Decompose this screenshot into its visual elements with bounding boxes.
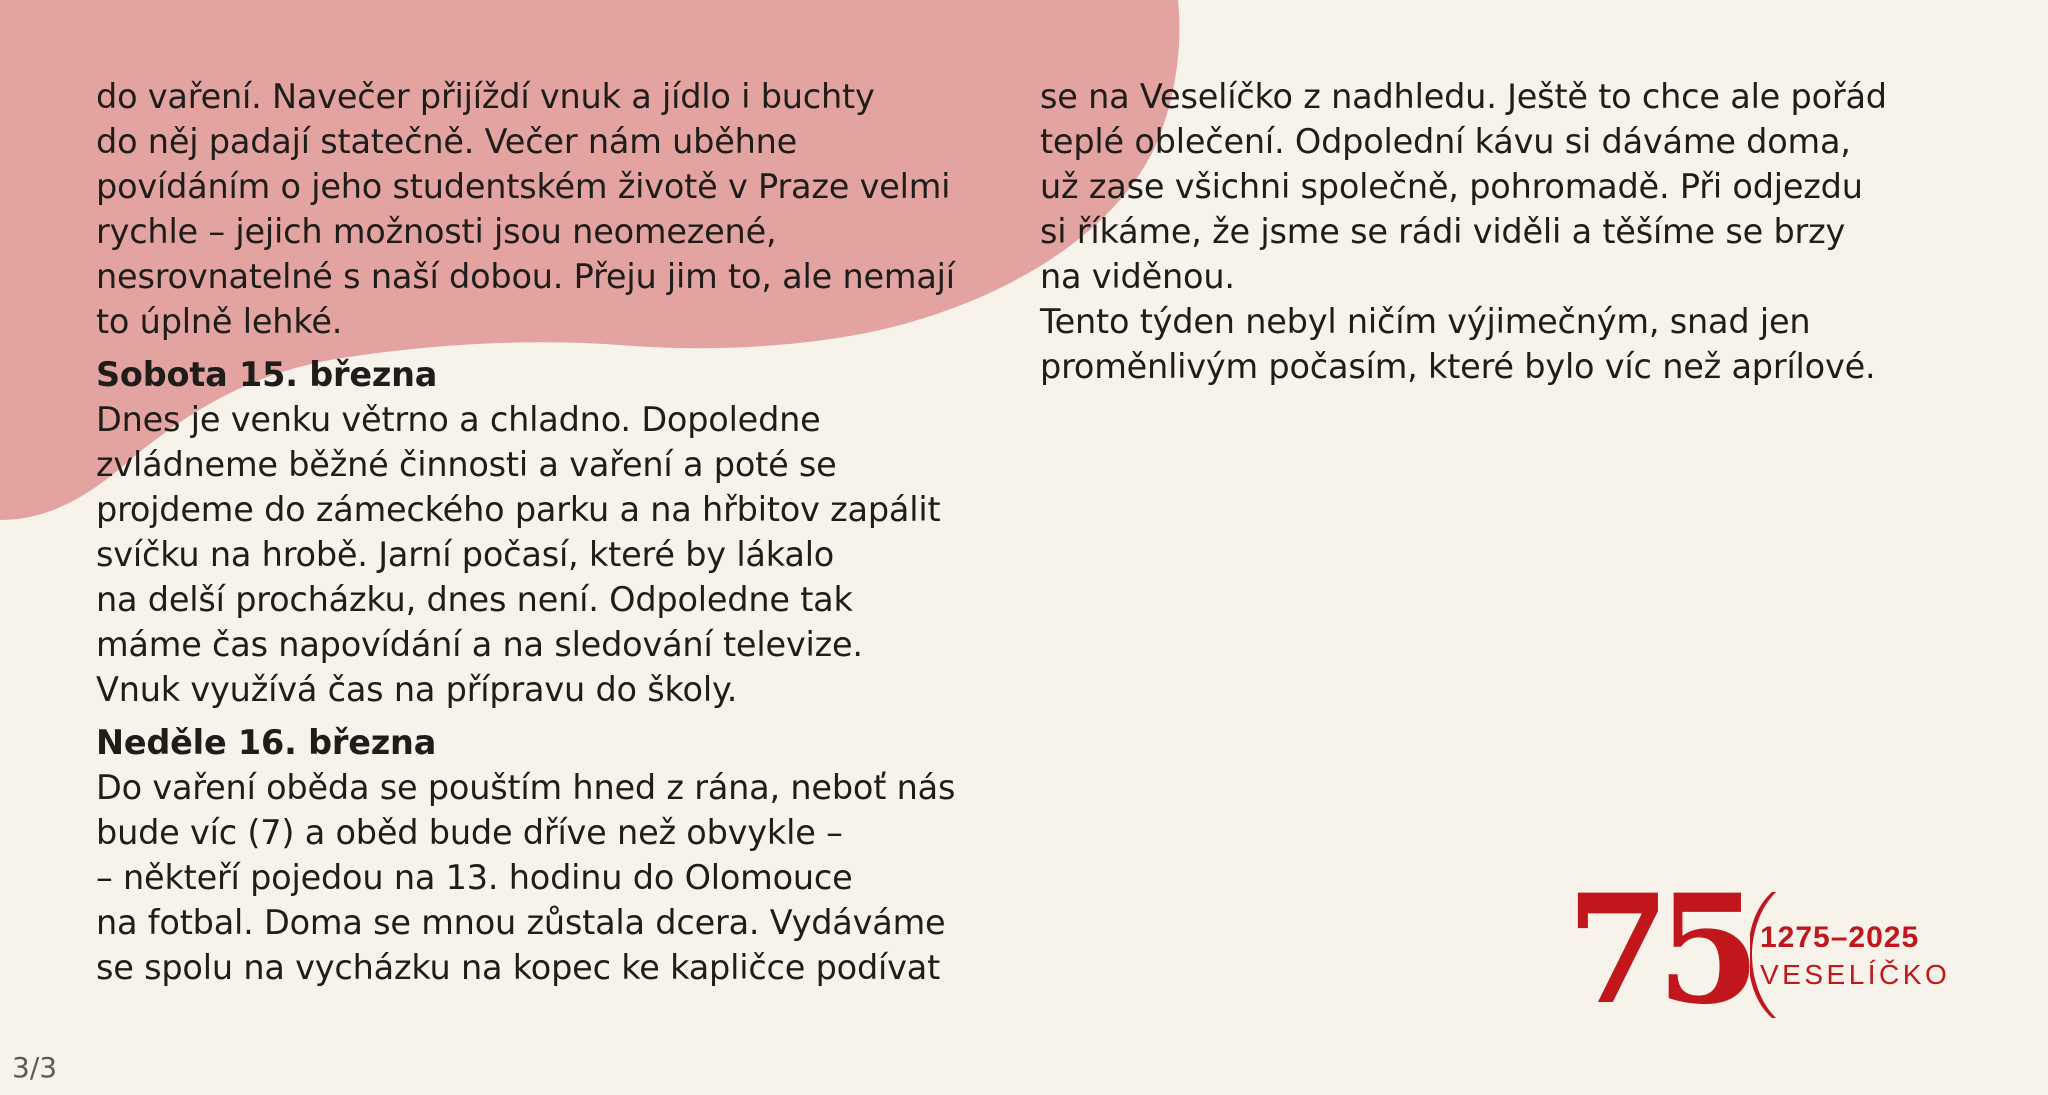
continuation-paragraph — [1040, 74, 2000, 299]
text-line: – někteří pojedou na 13. hodinu do Olomouce — [96, 858, 853, 897]
text-line: na delší procházku, dnes není. Odpoledne tak — [96, 580, 853, 619]
text-line: už zase všichni společně, pohromadě. Při odjezdu — [1040, 167, 1863, 206]
text-line: projdeme do zámeckého parku a na hřbitov zapálit — [96, 490, 941, 529]
text-line: Dnes je venku větrno a chladno. Dopoledne — [96, 400, 821, 439]
text-line: proměnlivým počasím, které bylo víc než aprílové. — [1040, 347, 1876, 386]
text-line: bude víc (7) a oběd bude dříve než obvykle – — [96, 813, 843, 852]
text-line: máme čas napovídání a na sledování televize. — [96, 625, 863, 664]
text-line: si říkáme, že jsme se rádi viděli a těšíme se brzy — [1040, 212, 1846, 251]
closing-paragraph — [1040, 299, 2000, 389]
text-line: do něj padají statečně. Večer nám uběhne — [96, 122, 798, 161]
left-column — [96, 74, 1016, 990]
text-line: do vaření. Navečer přijíždí vnuk a jídlo i buchty — [96, 77, 875, 116]
text-line: Tento týden nebyl ničím výjimečným, snad jen — [1040, 302, 1811, 341]
logo-years: 1275–2025 — [1760, 921, 1920, 954]
sunday-heading: Neděle 16. března — [96, 723, 437, 762]
anniversary-logo — [1566, 862, 1976, 1038]
logo-number: 75 — [1566, 862, 1747, 1038]
right-column — [1040, 74, 2000, 389]
text-line: nesrovnatelné s naší dobou. Přeju jim to, ale nemají — [96, 257, 955, 296]
page-number: 3/3 — [12, 1051, 58, 1084]
intro-paragraph — [96, 74, 1016, 344]
text-line: povídáním o jeho studentském životě v Praze velmi — [96, 167, 951, 206]
saturday-paragraph — [96, 397, 1016, 712]
text-line: na fotbal. Doma se mnou zůstala dcera. Vydáváme — [96, 903, 946, 942]
saturday-heading: Sobota 15. března — [96, 355, 438, 394]
text-line: teplé oblečení. Odpolední kávu si dáváme doma, — [1040, 122, 1851, 161]
logo-name: VESELÍČKO — [1760, 959, 1951, 990]
text-line: zvládneme běžné činnosti a vaření a poté se — [96, 445, 837, 484]
text-line: rychle – jejich možnosti jsou neomezené, — [96, 212, 777, 251]
text-line: to úplně lehké. — [96, 302, 343, 341]
text-line: se na Veselíčko z nadhledu. Ještě to chce ale pořád — [1040, 77, 1887, 116]
text-line: na viděnou. — [1040, 257, 1235, 296]
text-line: Do vaření oběda se pouštím hned z rána, neboť nás — [96, 768, 956, 807]
text-line: svíčku na hrobě. Jarní počasí, které by lákalo — [96, 535, 835, 574]
sunday-paragraph — [96, 765, 1016, 990]
text-line: Vnuk využívá čas na přípravu do školy. — [96, 670, 738, 709]
text-line: se spolu na vycházku na kopec ke kapličce podívat — [96, 948, 941, 987]
